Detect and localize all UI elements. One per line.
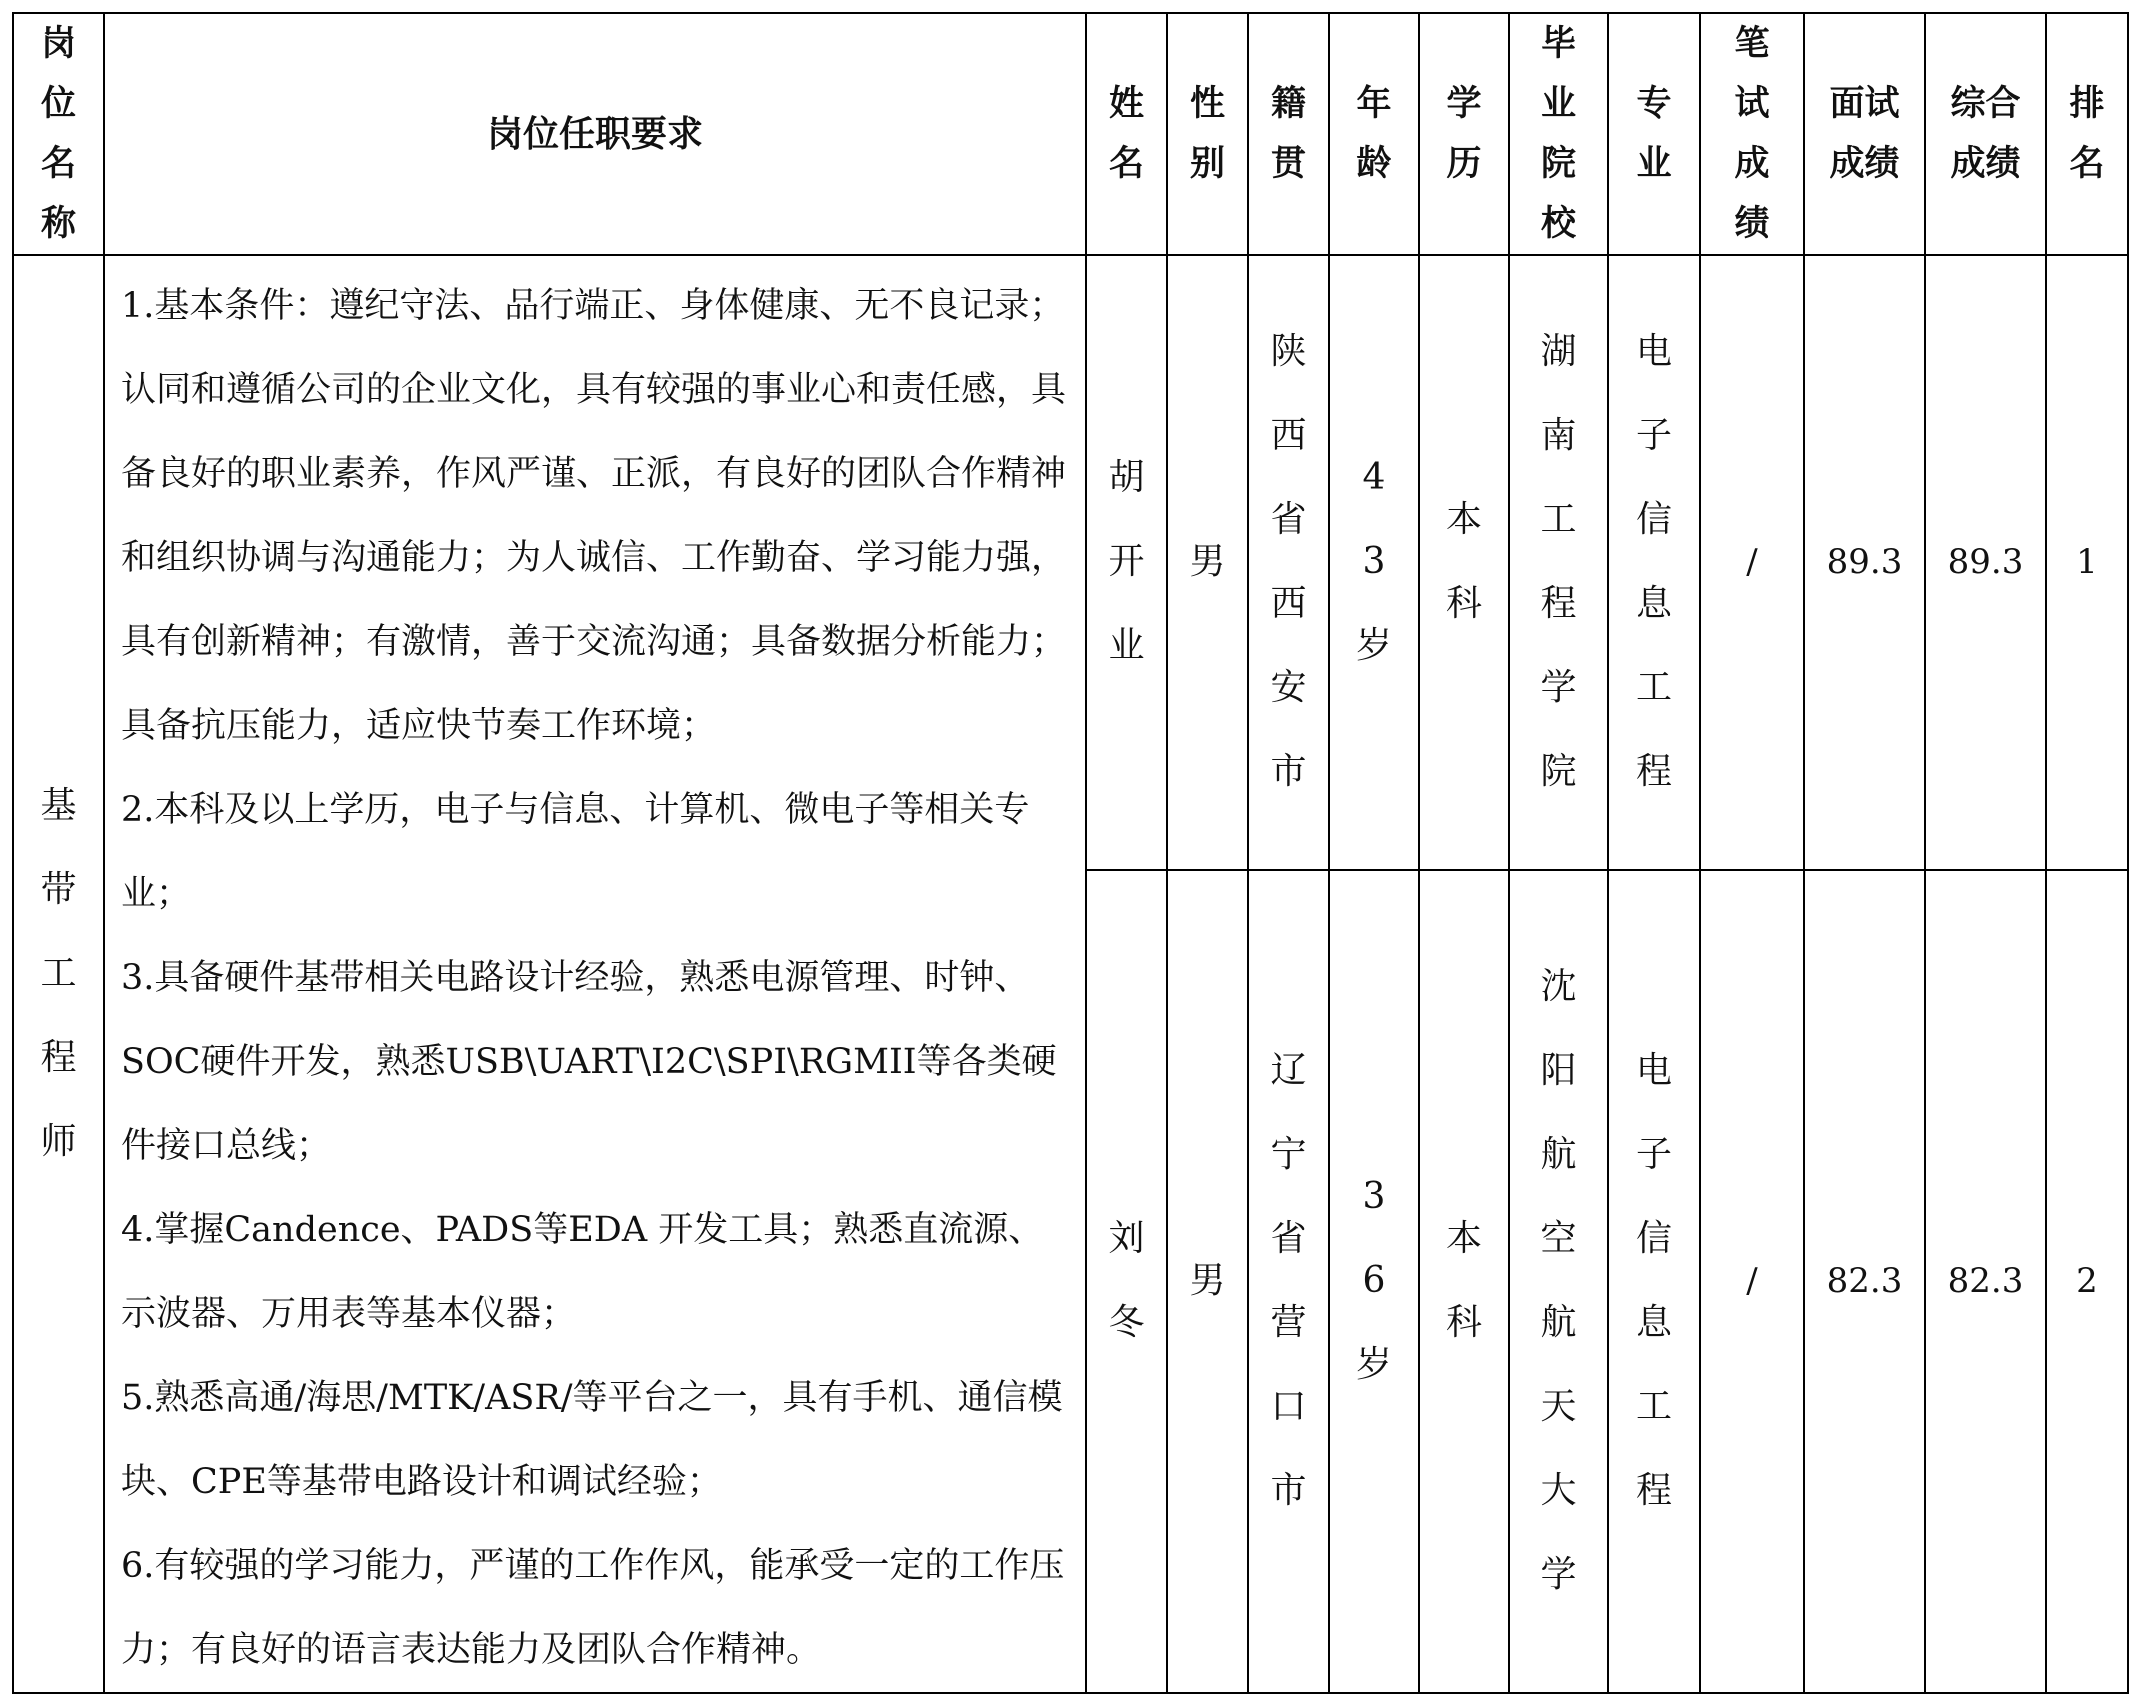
header-school: 毕业院校 xyxy=(1509,13,1608,255)
candidate-name: 刘冬 xyxy=(1086,870,1167,1693)
candidate-gender: 男 xyxy=(1167,255,1248,870)
header-row xyxy=(13,13,2128,255)
candidate-written-score: / xyxy=(1700,870,1804,1693)
candidate-interview-score: 89.3 xyxy=(1804,255,1925,870)
requirement-item: 3.具备硬件基带相关电路设计经验，熟悉电源管理、时钟、SOC硬件开发，熟悉USB\UART\I2C\SPI\RGMII等各类硬件接口总线； xyxy=(121,958,1057,1166)
header-age: 年龄 xyxy=(1329,13,1419,255)
requirements-cell xyxy=(104,255,1086,1693)
requirement-item: 4.掌握Candence、PADS等EDA 开发工具；熟悉直流源、示波器、万用表等基本仪器； xyxy=(121,1210,1044,1334)
header-gender: 性别 xyxy=(1167,13,1248,255)
candidate-rank: 1 xyxy=(2046,255,2128,870)
candidate-school: 沈阳航空航天大学 xyxy=(1509,870,1608,1693)
candidate-major: 电子信息工程 xyxy=(1608,255,1700,870)
candidate-education: 本科 xyxy=(1419,255,1509,870)
header-interview: 面试成绩 xyxy=(1804,13,1925,255)
header-major: 专业 xyxy=(1608,13,1700,255)
candidate-written-score: / xyxy=(1700,255,1804,870)
header-position: 岗位名称 xyxy=(13,13,104,255)
table-row xyxy=(13,255,2128,870)
header-written: 笔试成绩 xyxy=(1700,13,1804,255)
header-education: 学历 xyxy=(1419,13,1509,255)
candidate-native-place: 辽宁省营口市 xyxy=(1248,870,1329,1693)
candidate-gender: 男 xyxy=(1167,870,1248,1693)
candidate-age: 36岁 xyxy=(1329,870,1419,1693)
requirement-item: 1.基本条件：遵纪守法、品行端正、身体健康、无不良记录；认同和遵循公司的企业文化，具有较强的事业心和责任感，具备良好的职业素养，作风严谨、正派，有良好的团队合作精神和组织协调与沟通能力；为人诚信、工作勤奋、学习能力强，具有创新精神；有激情，善于交流沟通；具备数据分析能力；具备抗压能力，适应快节奏工作环境； xyxy=(121,286,1067,746)
header-requirements: 岗位任职要求 xyxy=(104,13,1086,255)
requirement-item: 6.有较强的学习能力，严谨的工作作风，能承受一定的工作压力；有良好的语言表达能力及团队合作精神。 xyxy=(121,1546,1065,1670)
candidate-major: 电子信息工程 xyxy=(1608,870,1700,1693)
header-native-place: 籍贯 xyxy=(1248,13,1329,255)
candidate-interview-score: 82.3 xyxy=(1804,870,1925,1693)
header-name: 姓名 xyxy=(1086,13,1167,255)
header-composite: 综合成绩 xyxy=(1925,13,2046,255)
candidate-education: 本科 xyxy=(1419,870,1509,1693)
candidate-school: 湖南工程学院 xyxy=(1509,255,1608,870)
candidate-table xyxy=(12,12,2129,1694)
candidate-name: 胡开业 xyxy=(1086,255,1167,870)
position-cell xyxy=(13,255,104,1693)
candidate-native-place: 陕西省西安市 xyxy=(1248,255,1329,870)
requirement-item: 2.本科及以上学历，电子与信息、计算机、微电子等相关专业； xyxy=(121,790,1030,914)
candidate-age: 43岁 xyxy=(1329,255,1419,870)
requirement-item: 5.熟悉高通/海思/MTK/ASR/等平台之一，具有手机、通信模块、CPE等基带电路设计和调试经验； xyxy=(121,1378,1063,1502)
candidate-composite-score: 89.3 xyxy=(1925,255,2046,870)
candidate-rank: 2 xyxy=(2046,870,2128,1693)
position-title: 基带工程师 xyxy=(40,785,77,1162)
candidate-composite-score: 82.3 xyxy=(1925,870,2046,1693)
header-rank: 排名 xyxy=(2046,13,2128,255)
